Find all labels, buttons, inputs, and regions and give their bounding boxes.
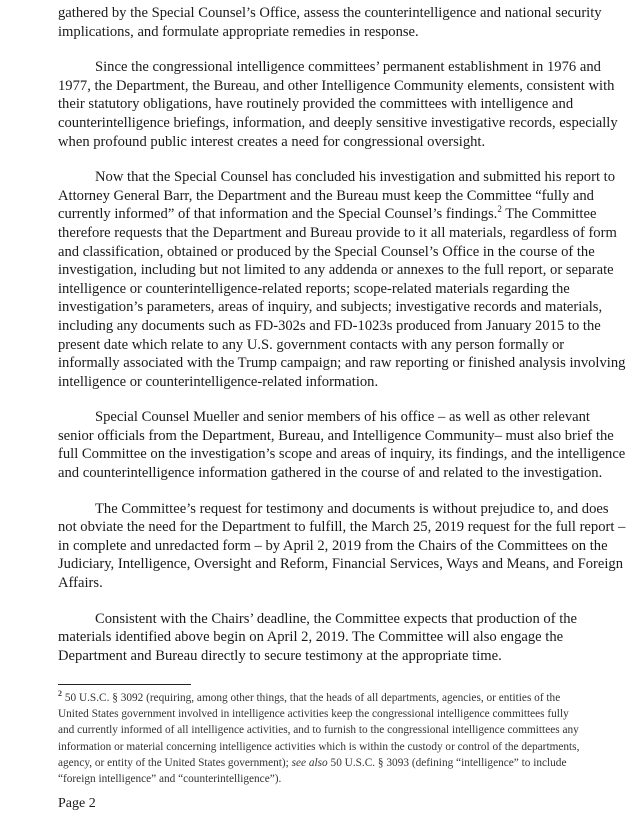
text-line: present date which relate to any U.S. government contacts with any person formally or (58, 336, 565, 353)
text-line: and currently informed of all intelligence activities, and to furnish to the congressional intelligence committees any (58, 724, 579, 737)
text-line: gathered by the Special Counsel’s Office, assess the counterintelligence and national security (58, 5, 602, 21)
text-line: and counterintelligence information gathered in the course of and related to the investigation. (58, 465, 603, 482)
text-line: informally associated with the Trump campaign; and raw reporting or finished analysis involving (58, 355, 626, 372)
paragraph-1 (58, 4, 618, 41)
text-line (58, 205, 618, 224)
text-line: full Committee on the investigation’s scope and areas of inquiry, its findings, and the intelligence (58, 446, 626, 463)
text-line: implications, and formulate appropriate remedies in response. (58, 23, 419, 40)
text-segment: currently informed” of that information and the Special Counsel’s findings. (58, 206, 498, 223)
text-line: investigation, including but not limited to any addenda or annexes to the full report, or separate (58, 262, 614, 279)
text-line: Since the congressional intelligence committees’ permanent establishment in 1976 and (95, 59, 601, 76)
text-line: not obviate the need for the Department to fulfill, the March 25, 2019 request for the full report – (58, 519, 626, 536)
text-line: including any documents such as FD-302s and FD-1023s produced from January 2015 to the (58, 317, 601, 334)
text-line: their statutory obligations, have routinely provided the committees with intelligence and (58, 96, 574, 113)
paragraph-2 (58, 58, 618, 151)
page-number: Page 2 (58, 796, 96, 811)
text-segment: The Committee (501, 206, 597, 223)
paragraph-4 (58, 408, 626, 482)
text-line: and classification, obtained or produced by the Special Counsel’s Office in the course of the (58, 243, 595, 260)
text-line: information or material concerning intelligence activities which is within the custody or control of the departments, (58, 740, 580, 753)
text-segment: agency, or entity of the United States government); (58, 756, 292, 769)
footnote (58, 690, 628, 787)
text-line: Department and Bureau directly to secure testimony at the appropriate time. (58, 647, 502, 664)
text-line: Consistent with the Chairs’ deadline, the Committee expects that production of the (95, 610, 578, 627)
text-line: when profound public interest creates a need for congressional oversight. (58, 133, 486, 150)
text-line: Affairs. (58, 575, 103, 592)
letter-body (58, 4, 626, 682)
text-segment: 50 U.S.C. § 3093 (defining “intelligence” to include (327, 756, 567, 769)
text-line: United States government involved in intelligence activities keep the congressional intelligence committees fully (58, 708, 569, 721)
paragraph-5 (58, 500, 626, 593)
text-line: intelligence or counterintelligence-related information. (58, 373, 379, 390)
footnote-divider (58, 684, 191, 685)
text-line: intelligence or counterintelligence-related reports; scope-related materials regarding the (58, 280, 570, 297)
text-line (58, 755, 628, 771)
text-line: Now that the Special Counsel has concluded his investigation and submitted his report to (95, 169, 616, 186)
text-line: “foreign intelligence” and “counterintelligence”). (58, 772, 282, 785)
text-line: Attorney General Barr, the Department and the Bureau must keep the Committee “fully and (58, 187, 594, 204)
paragraph-6 (58, 610, 618, 666)
text-segment: 50 U.S.C. § 3092 (requiring, among other things, that the heads of all departments, agencies, or entities of the (62, 692, 561, 704)
text-line: 1977, the Department, the Bureau, and other Intelligence Community elements, consistent with (58, 77, 615, 94)
text-line: The Committee’s request for testimony and documents is without prejudice to, and does (95, 500, 609, 517)
text-line: in complete and unredacted form – by April 2, 2019 from the Chairs of the Committees on the (58, 537, 608, 554)
see-also-signal: see also (291, 756, 328, 769)
text-line: therefore requests that the Department and Bureau provide to it all materials, regardless of form (58, 224, 617, 241)
text-line: senior officials from the Department, Bureau, and Intelligence Community– must also brief the (58, 427, 614, 444)
text-line: materials identified above begin on April 2, 2019. The Committee will also engage the (58, 629, 564, 646)
footnote-number: 2 (58, 689, 62, 699)
footnote-reference[interactable]: 2 (497, 204, 502, 215)
text-line (58, 690, 628, 706)
text-line: investigation’s parameters, areas of inquiry, and subjects; investigative records and materials, (58, 299, 603, 316)
text-line: Judiciary, Intelligence, Oversight and Reform, Financial Services, Ways and Means, and Foreign (58, 556, 623, 573)
paragraph-3 (58, 168, 626, 391)
text-line: counterintelligence briefings, information, and deeply sensitive investigative records, especially (58, 114, 618, 131)
text-line: Special Counsel Mueller and senior members of his office – as well as other relevant (95, 409, 590, 426)
